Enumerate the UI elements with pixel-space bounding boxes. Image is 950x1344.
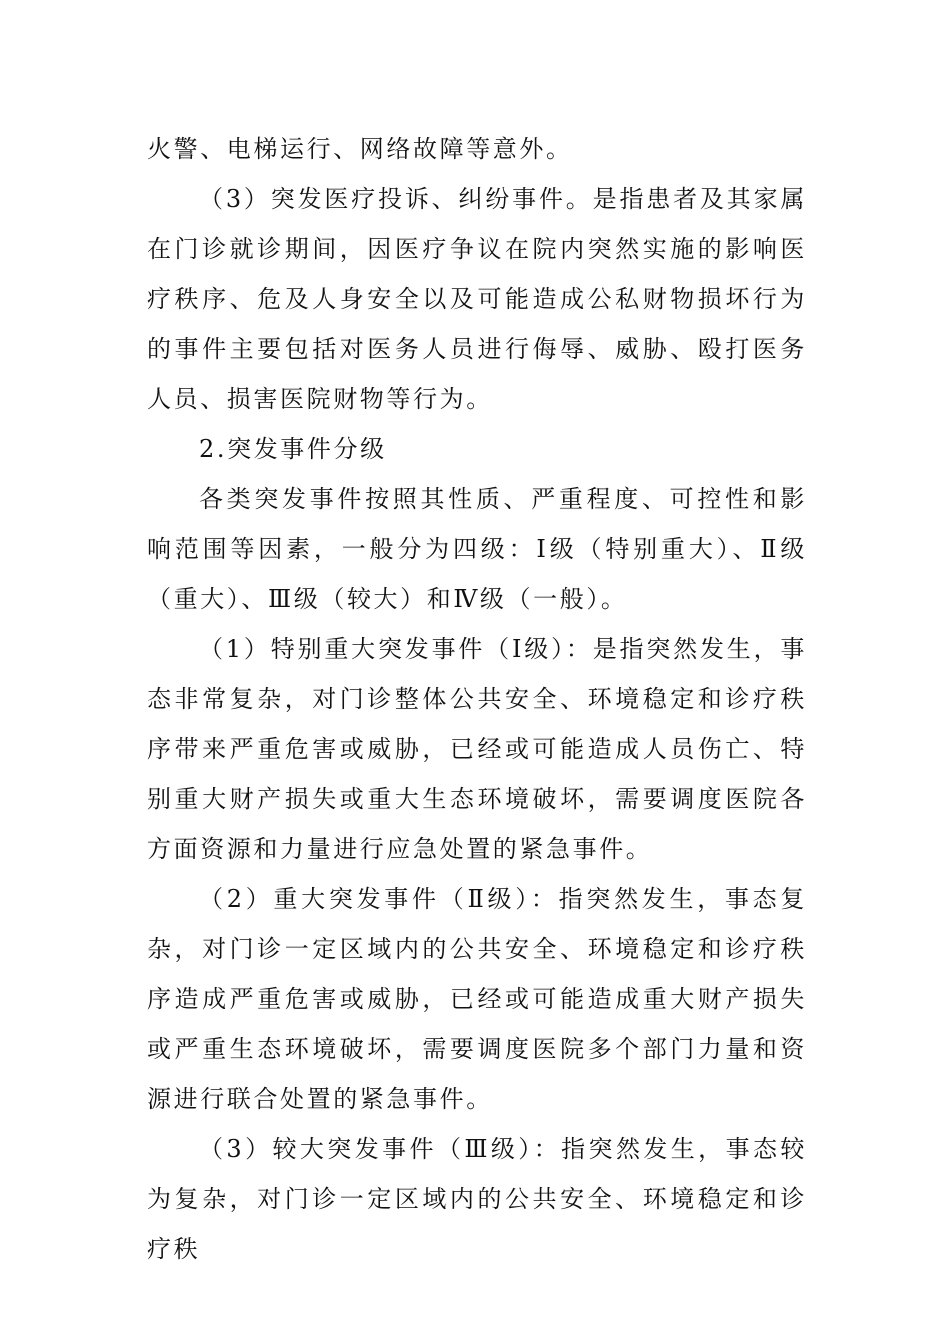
paragraph-medical-complaint: （3）突发医疗投诉、纠纷事件。是指患者及其家属在门诊就诊期间，因医疗争议在院内突然实施的影响医疗秩序、危及人身安全以及可能造成公私财物损坏行为的事件主要包括对医务人员进行侮辱、威胁、殴打医务人员、损害医院财物等行为。	[147, 185, 807, 413]
paragraph-grading-overview: 各类突发事件按照其性质、严重程度、可控性和影响范围等因素，一般分为四级：Ⅰ级（特别重大）、Ⅱ级（重大）、Ⅲ级（较大）和Ⅳ级（一般）。	[147, 485, 807, 613]
paragraph-level-2: （2）重大突发事件（Ⅱ级）：指突然发生，事态复杂，对门诊一定区域内的公共安全、环境稳定和诊疗秩序造成严重危害或威胁，已经或可能造成重大财产损失或严重生态环境破坏，需要调度医院多个部门力量和资源进行联合处置的紧急事件。	[147, 885, 807, 1113]
section-heading-event-grading: 2.突发事件分级	[199, 435, 387, 463]
document-body	[147, 124, 807, 1274]
paragraph-level-1: （1）特别重大突发事件（Ⅰ级）：是指突然发生，事态非常复杂，对门诊整体公共安全、环境稳定和诊疗秩序带来严重危害或威胁，已经或可能造成人员伤亡、特别重大财产损失或重大生态环境破坏，需要调度医院各方面资源和力量进行应急处置的紧急事件。	[147, 635, 807, 863]
paragraph-continuation: 火警、电梯运行、网络故障等意外。	[147, 135, 573, 163]
paragraph-level-3: （3）较大突发事件（Ⅲ级）：指突然发生，事态较为复杂，对门诊一定区域内的公共安全、环境稳定和诊疗秩	[147, 1135, 807, 1263]
